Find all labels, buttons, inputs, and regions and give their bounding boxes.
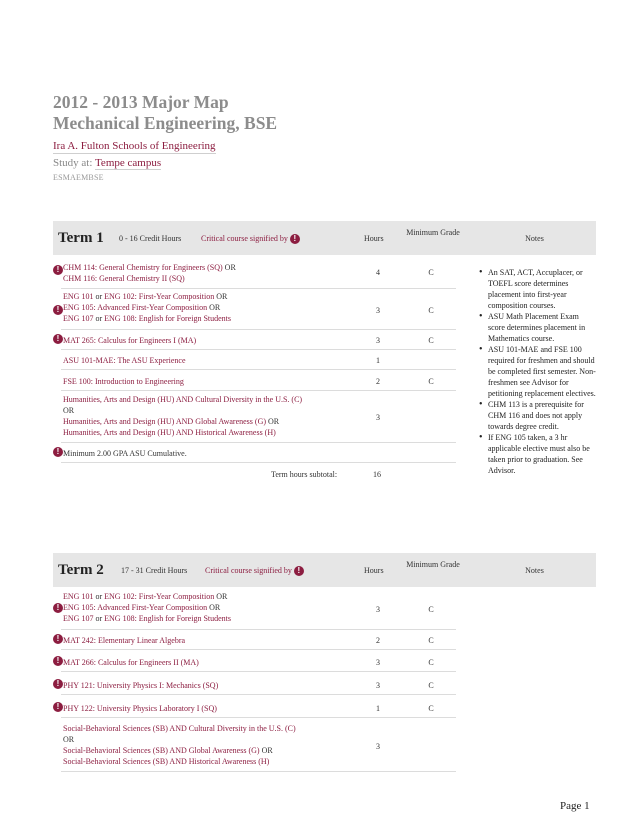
table-row: [61, 394, 456, 443]
critical-legend-text: Critical course signified by: [205, 566, 292, 575]
or-text: or: [93, 592, 105, 601]
grade-cell: C: [428, 636, 434, 645]
course-link[interactable]: Social-Behavioral Sciences (SB) AND Historical Awareness (H): [63, 757, 270, 766]
hours-cell: 3: [376, 605, 380, 614]
course-link[interactable]: PHY 121: University Physics I: Mechanics (SQ): [63, 681, 219, 690]
alert-icon: !: [53, 634, 63, 644]
or-text: OR: [214, 292, 228, 301]
or-text: OR: [214, 592, 228, 601]
table-row: [56, 591, 456, 630]
course-cell: [63, 394, 363, 438]
course-link[interactable]: ENG 108: English for Foreign Students: [104, 614, 232, 623]
note-item: • ASU Math Placement Exam score determines placement in Mathematics course.: [488, 311, 596, 344]
course-link[interactable]: ENG 101: [63, 592, 94, 601]
page-title-year: 2012 - 2013 Major Map: [53, 92, 229, 112]
term-1-section: [53, 221, 596, 541]
grade-cell: C: [428, 681, 434, 690]
course-link[interactable]: MAT 242: Elementary Linear Algebra: [63, 636, 186, 645]
page-number: Page 1: [560, 800, 590, 812]
or-text: OR: [207, 603, 221, 612]
hours-cell: 1: [376, 356, 380, 365]
hours-cell: 3: [376, 413, 380, 422]
course-cell: [63, 723, 363, 767]
course-link[interactable]: CHM 114: General Chemistry for Engineers (SQ): [63, 263, 223, 272]
alert-icon: !: [53, 679, 63, 689]
or-text: or: [93, 614, 105, 623]
alert-icon: !: [53, 265, 63, 275]
page-title-major: Mechanical Engineering, BSE: [53, 113, 278, 133]
or-text: OR: [63, 406, 75, 415]
table-row: [56, 333, 456, 350]
grade-cell: C: [428, 605, 434, 614]
alert-icon: !: [290, 234, 300, 244]
grade-cell: C: [428, 306, 434, 315]
term-1-notes: [476, 267, 596, 476]
hours-cell: 4: [376, 268, 380, 277]
table-row: [56, 701, 456, 718]
course-link[interactable]: Social-Behavioral Sciences (SB) AND Global Awareness (G): [63, 746, 260, 755]
major-code: ESMAEMBSE: [53, 173, 104, 182]
course-link[interactable]: ENG 108: English for Foreign Students: [104, 314, 232, 323]
critical-course-legend: [205, 566, 304, 576]
alert-icon: !: [53, 334, 63, 344]
course-link[interactable]: ENG 105: Advanced First-Year Composition: [63, 303, 208, 312]
table-row: [61, 374, 456, 391]
term-2-header: [53, 553, 596, 587]
grade-cell: C: [428, 377, 434, 386]
alert-icon: !: [53, 656, 63, 666]
term-1-title: Term 1: [58, 230, 104, 246]
course-link[interactable]: Social-Behavioral Sciences (SB) AND Cultural Diversity in the U.S. (C): [63, 724, 296, 733]
course-link[interactable]: ASU 101-MAE: The ASU Experience: [63, 356, 186, 365]
course-link[interactable]: FSE 100: Introduction to Engineering: [63, 377, 184, 386]
min-grade-column-header: Minimum Grade: [406, 228, 460, 237]
course-cell: [63, 291, 363, 324]
hours-cell: 3: [376, 658, 380, 667]
min-grade-column-header: Minimum Grade: [406, 560, 460, 569]
document-header: [53, 92, 593, 182]
or-text: OR: [222, 263, 236, 272]
term-1-subtotal-label: Term hours subtotal:: [271, 470, 338, 479]
course-link[interactable]: Humanities, Arts and Design (HU) AND Cultural Diversity in the U.S. (C): [63, 395, 303, 404]
or-text: or: [93, 314, 105, 323]
study-label: Study at:: [53, 157, 93, 169]
course-link[interactable]: Humanities, Arts and Design (HU) AND Global Awareness (G): [63, 417, 267, 426]
course-link[interactable]: MAT 266: Calculus for Engineers II (MA): [63, 658, 199, 667]
term-2-credits: 17 - 31 Credit Hours: [121, 566, 188, 575]
course-link[interactable]: ENG 101: [63, 292, 94, 301]
note-item: • ASU 101-MAE and FSE 100 required for freshmen and should be completed first semester. Non-freshmen see Advisor for petitioning replacement electives.: [488, 344, 596, 399]
term-1-header: [53, 221, 596, 255]
hours-cell: 3: [376, 336, 380, 345]
study-location: [53, 157, 593, 169]
or-text: or: [93, 292, 105, 301]
table-row: [56, 446, 456, 463]
or-text: OR: [63, 735, 75, 744]
course-link[interactable]: ENG 107: [63, 314, 94, 323]
grade-cell: C: [428, 336, 434, 345]
critical-course-legend: [201, 234, 300, 244]
or-text: OR: [207, 303, 221, 312]
grade-cell: C: [428, 658, 434, 667]
table-row: [56, 291, 456, 330]
table-row: [61, 723, 456, 772]
course-link[interactable]: MAT 265: Calculus for Engineers I (MA): [63, 336, 197, 345]
table-row: [56, 655, 456, 672]
alert-icon: !: [53, 305, 63, 315]
hours-cell: 2: [376, 377, 380, 386]
alert-icon: !: [53, 447, 63, 457]
alert-icon: !: [294, 566, 304, 576]
or-text: OR: [259, 746, 273, 755]
alert-icon: !: [53, 702, 63, 712]
note-item: • If ENG 105 taken, a 3 hr applicable elective must also be taken prior to graduation. See Advisor.: [488, 432, 596, 476]
or-text: OR: [266, 417, 280, 426]
table-row: [56, 678, 456, 695]
course-link[interactable]: ENG 102: First-Year Composition: [104, 592, 215, 601]
hours-cell: 3: [376, 742, 380, 751]
hours-cell: 3: [376, 306, 380, 315]
course-link[interactable]: Humanities, Arts and Design (HU) AND Historical Awareness (H): [63, 428, 276, 437]
course-cell: [63, 591, 363, 624]
grade-cell: C: [428, 268, 434, 277]
term-1-subtotal-value: 16: [373, 470, 381, 479]
hours-column-header: Hours: [364, 234, 384, 243]
campus-link[interactable]: Tempe campus: [94, 157, 162, 169]
table-row: [56, 633, 456, 650]
school-link[interactable]: Ira A. Fulton Schools of Engineering: [53, 140, 216, 152]
course-cell: [63, 262, 363, 284]
hours-column-header: Hours: [364, 566, 384, 575]
table-row: [56, 262, 456, 289]
gpa-requirement: Minimum 2.00 GPA ASU Cumulative.: [63, 449, 187, 458]
course-link[interactable]: ENG 107: [63, 614, 94, 623]
critical-legend-text: Critical course signified by: [201, 234, 288, 243]
hours-cell: 3: [376, 681, 380, 690]
table-row: [61, 353, 456, 370]
term-1-credits: 0 - 16 Credit Hours: [119, 234, 182, 243]
notes-column-header: Notes: [525, 566, 544, 575]
hours-cell: 2: [376, 636, 380, 645]
alert-icon: !: [53, 603, 63, 613]
course-link[interactable]: PHY 122: University Physics Laboratory I (SQ): [63, 704, 217, 713]
term-2-section: [53, 553, 596, 778]
note-item: • CHM 113 is a prerequisite for CHM 116 and does not apply towards degree credit.: [488, 399, 596, 432]
hours-cell: 1: [376, 704, 380, 713]
notes-column-header: Notes: [525, 234, 544, 243]
course-link[interactable]: ENG 102: First-Year Composition: [104, 292, 215, 301]
course-link[interactable]: ENG 105: Advanced First-Year Composition: [63, 603, 208, 612]
term-2-title: Term 2: [58, 562, 104, 578]
course-link[interactable]: CHM 116: General Chemistry II (SQ): [63, 274, 185, 283]
grade-cell: C: [428, 704, 434, 713]
note-item: • An SAT, ACT, Accuplacer, or TOEFL score determines placement into first-year composition courses.: [488, 267, 596, 311]
